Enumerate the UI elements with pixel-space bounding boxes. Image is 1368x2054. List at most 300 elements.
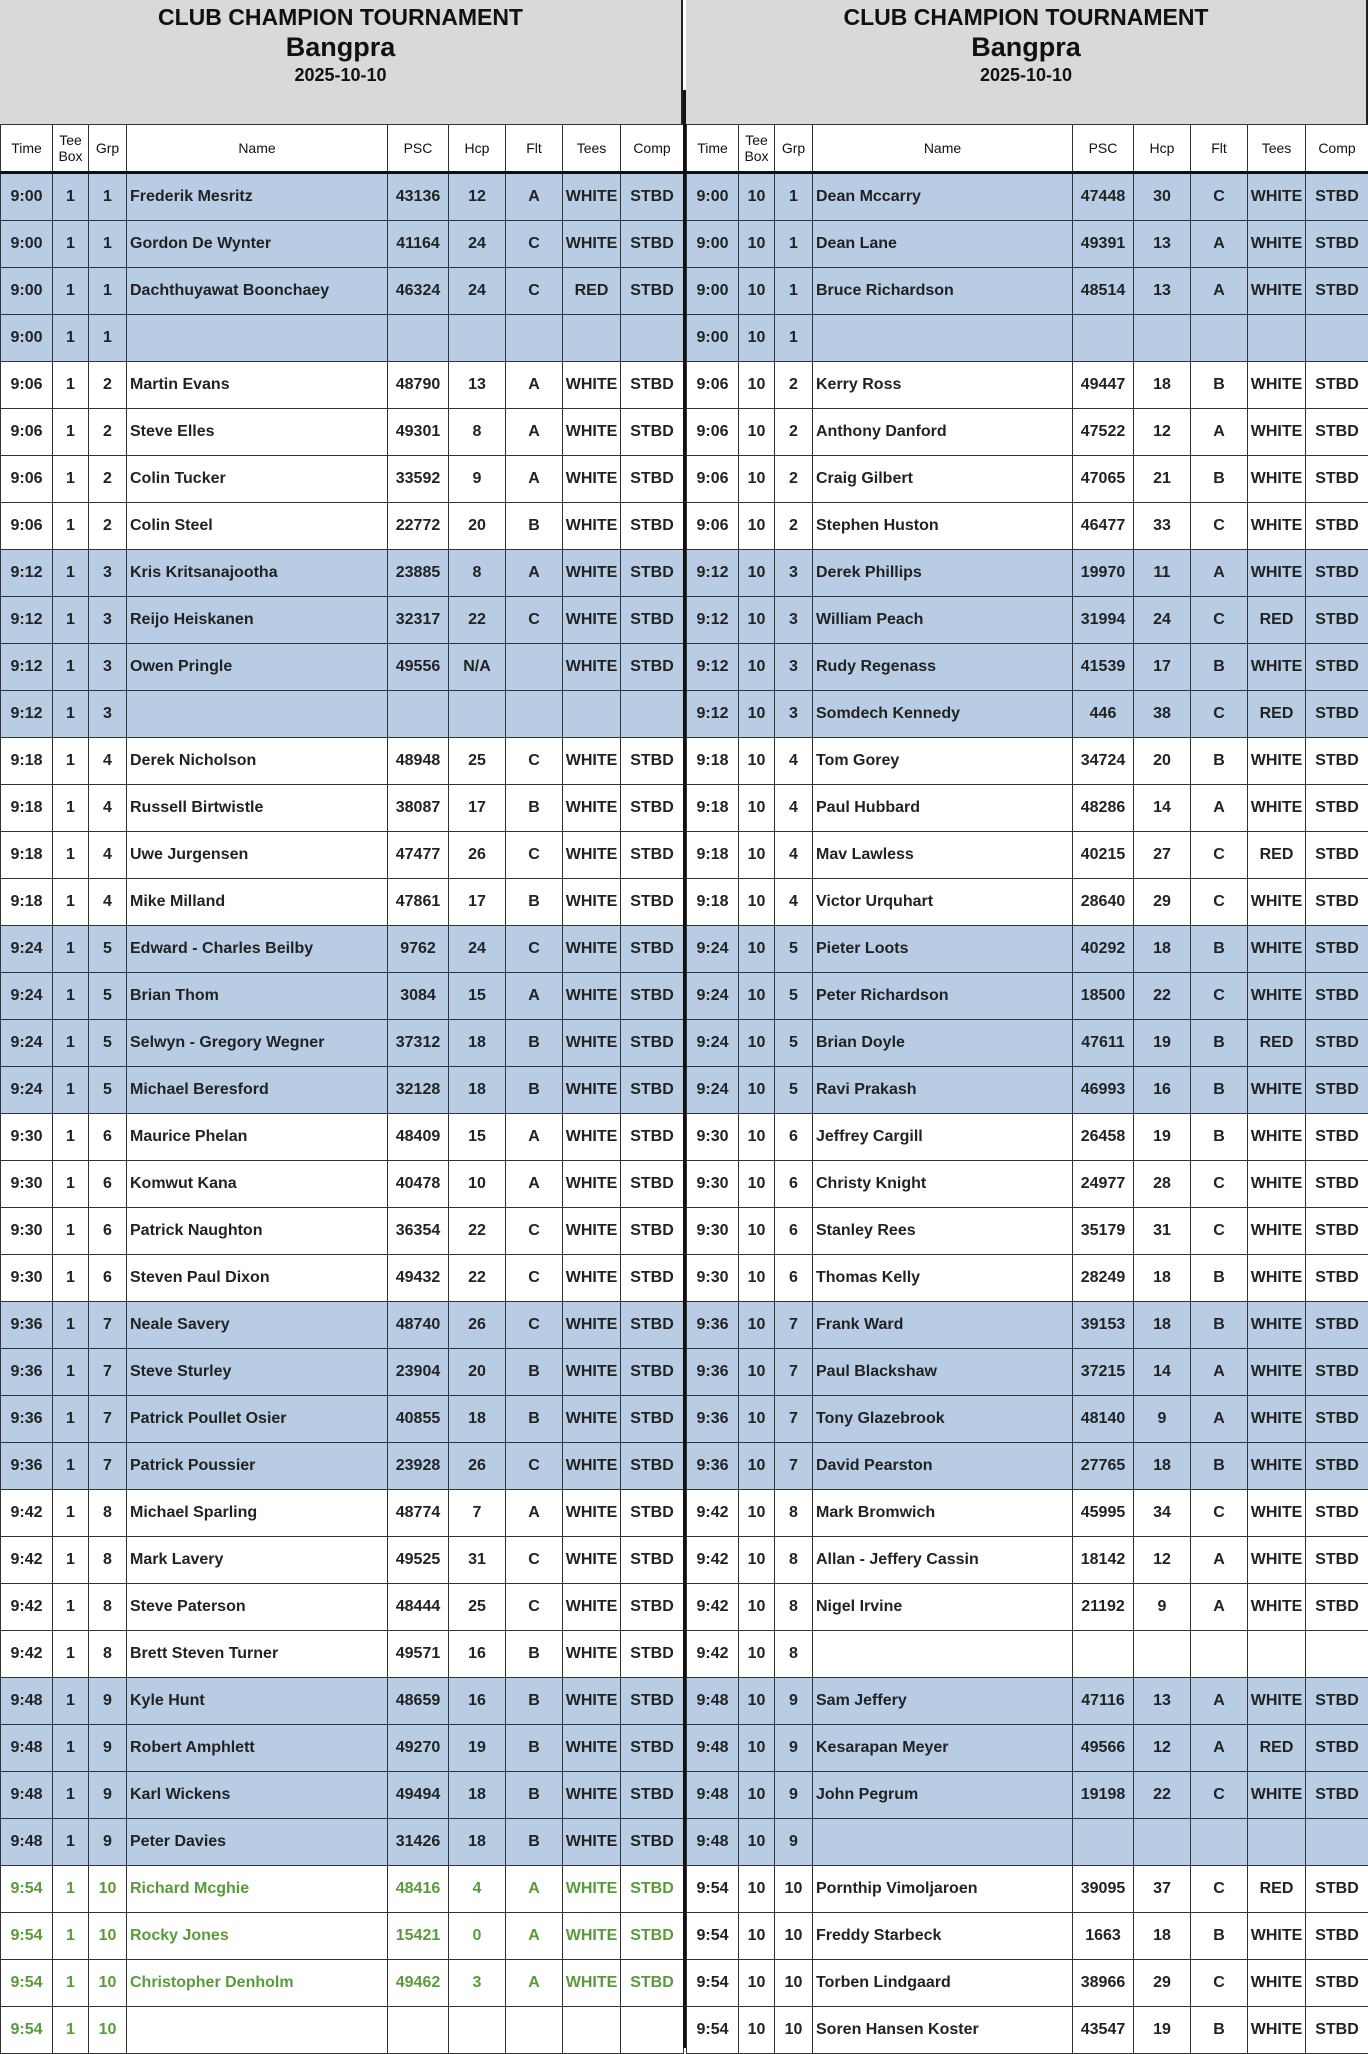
tees-cell: WHITE bbox=[1248, 1067, 1306, 1114]
time-cell: 9:24 bbox=[1, 926, 53, 973]
psc-cell: 48140 bbox=[1073, 1396, 1134, 1443]
tees-cell: WHITE bbox=[563, 1067, 621, 1114]
tees-cell: WHITE bbox=[563, 1819, 621, 1866]
tee-box-cell: 1 bbox=[53, 1349, 89, 1396]
comp-cell: STBD bbox=[1306, 1584, 1368, 1631]
time-cell: 9:36 bbox=[1, 1396, 53, 1443]
tees-cell: RED bbox=[1248, 691, 1306, 738]
flight-cell: C bbox=[1191, 1960, 1248, 2007]
name-cell: Nigel Irvine bbox=[813, 1584, 1073, 1631]
name-cell: Thomas Kelly bbox=[813, 1255, 1073, 1302]
hcp-cell: 34 bbox=[1134, 1490, 1191, 1537]
group-cell: 5 bbox=[775, 973, 813, 1020]
flight-cell: B bbox=[506, 1067, 563, 1114]
psc-cell: 43547 bbox=[1073, 2007, 1134, 2054]
time-cell: 9:54 bbox=[1, 1960, 53, 2007]
time-cell: 9:12 bbox=[1, 644, 53, 691]
table-row bbox=[1, 221, 684, 268]
flight-cell: C bbox=[506, 1255, 563, 1302]
table-row bbox=[687, 456, 1368, 503]
time-cell: 9:36 bbox=[1, 1302, 53, 1349]
name-cell: Richard Mcghie bbox=[127, 1866, 388, 1913]
group-cell: 2 bbox=[775, 362, 813, 409]
tees-cell: WHITE bbox=[1248, 503, 1306, 550]
time-cell: 9:42 bbox=[687, 1584, 739, 1631]
group-cell: 7 bbox=[89, 1396, 127, 1443]
time-cell: 9:18 bbox=[687, 879, 739, 926]
table-row bbox=[687, 2007, 1368, 2054]
name-cell: Jeffrey Cargill bbox=[813, 1114, 1073, 1161]
tees-cell: WHITE bbox=[563, 1913, 621, 1960]
group-cell: 9 bbox=[89, 1725, 127, 1772]
flight-cell: C bbox=[1191, 691, 1248, 738]
hcp-cell: 20 bbox=[449, 1349, 506, 1396]
time-cell: 9:36 bbox=[1, 1349, 53, 1396]
table-row bbox=[687, 832, 1368, 879]
group-cell: 4 bbox=[775, 879, 813, 926]
psc-cell: 32317 bbox=[388, 597, 449, 644]
tees-cell: WHITE bbox=[1248, 1537, 1306, 1584]
time-cell: 9:00 bbox=[1, 315, 53, 362]
group-cell: 3 bbox=[89, 691, 127, 738]
table-row bbox=[1, 503, 684, 550]
tees-cell: WHITE bbox=[1248, 362, 1306, 409]
table-row bbox=[1, 1631, 684, 1678]
flight-cell: B bbox=[1191, 1067, 1248, 1114]
flight-cell: A bbox=[1191, 268, 1248, 315]
tee-box-cell: 10 bbox=[739, 503, 775, 550]
time-cell: 9:12 bbox=[1, 597, 53, 644]
tee-box-cell: 1 bbox=[53, 362, 89, 409]
group-cell: 10 bbox=[775, 1866, 813, 1913]
name-cell: Paul Blackshaw bbox=[813, 1349, 1073, 1396]
group-cell: 3 bbox=[89, 644, 127, 691]
flight-cell: B bbox=[1191, 1302, 1248, 1349]
comp-cell: STBD bbox=[1306, 691, 1368, 738]
comp-cell: STBD bbox=[621, 1960, 684, 2007]
psc-cell: 49556 bbox=[388, 644, 449, 691]
tees-cell: WHITE bbox=[563, 785, 621, 832]
group-cell: 9 bbox=[89, 1678, 127, 1725]
hcp-cell: 17 bbox=[449, 785, 506, 832]
tee-box-cell: 10 bbox=[739, 221, 775, 268]
tees-cell: WHITE bbox=[563, 1114, 621, 1161]
time-cell: 9:48 bbox=[1, 1725, 53, 1772]
hcp-cell: 24 bbox=[449, 268, 506, 315]
hcp-cell bbox=[449, 315, 506, 362]
tee-box-cell: 10 bbox=[739, 597, 775, 644]
comp-cell: STBD bbox=[621, 1349, 684, 1396]
flight-cell: C bbox=[1191, 503, 1248, 550]
tees-cell: WHITE bbox=[1248, 1349, 1306, 1396]
hcp-cell: 27 bbox=[1134, 832, 1191, 879]
group-cell: 6 bbox=[775, 1161, 813, 1208]
table-row bbox=[687, 315, 1368, 362]
time-cell: 9:00 bbox=[687, 268, 739, 315]
tee-box-cell: 1 bbox=[53, 1866, 89, 1913]
tee-box-cell: 1 bbox=[53, 550, 89, 597]
group-cell: 4 bbox=[89, 738, 127, 785]
hcp-cell: 25 bbox=[449, 1584, 506, 1631]
comp-cell: STBD bbox=[621, 221, 684, 268]
hcp-cell: 20 bbox=[1134, 738, 1191, 785]
comp-cell: STBD bbox=[621, 1443, 684, 1490]
flight-cell: C bbox=[506, 832, 563, 879]
flight-cell: A bbox=[1191, 1537, 1248, 1584]
time-cell: 9:48 bbox=[1, 1678, 53, 1725]
comp-cell: STBD bbox=[1306, 1678, 1368, 1725]
hcp-cell: 18 bbox=[1134, 362, 1191, 409]
group-cell: 5 bbox=[89, 1067, 127, 1114]
group-cell: 5 bbox=[775, 926, 813, 973]
psc-cell: 47611 bbox=[1073, 1020, 1134, 1067]
time-cell: 9:54 bbox=[687, 1913, 739, 1960]
group-cell: 4 bbox=[775, 738, 813, 785]
name-cell: Owen Pringle bbox=[127, 644, 388, 691]
tee-box-cell: 10 bbox=[739, 1067, 775, 1114]
comp-cell: STBD bbox=[1306, 456, 1368, 503]
name-cell: Dean Lane bbox=[813, 221, 1073, 268]
tee-box-cell: 1 bbox=[53, 268, 89, 315]
flight-cell: A bbox=[1191, 1396, 1248, 1443]
psc-cell: 31426 bbox=[388, 1819, 449, 1866]
tee-box-cell: 1 bbox=[53, 1537, 89, 1584]
flight-cell: C bbox=[506, 1302, 563, 1349]
tees-cell bbox=[1248, 1631, 1306, 1678]
column-header-psc: PSC bbox=[1073, 125, 1134, 173]
name-cell: Neale Savery bbox=[127, 1302, 388, 1349]
time-cell: 9:36 bbox=[1, 1443, 53, 1490]
flight-cell: B bbox=[1191, 738, 1248, 785]
tee-box-cell: 1 bbox=[53, 1678, 89, 1725]
hcp-cell: 19 bbox=[1134, 2007, 1191, 2054]
tee-box-cell: 10 bbox=[739, 1302, 775, 1349]
group-cell: 7 bbox=[775, 1443, 813, 1490]
comp-cell: STBD bbox=[1306, 1161, 1368, 1208]
table-row bbox=[1, 973, 684, 1020]
tee-box-cell: 1 bbox=[53, 1772, 89, 1819]
flight-cell bbox=[1191, 1631, 1248, 1678]
tees-cell: WHITE bbox=[563, 1208, 621, 1255]
name-cell: Peter Richardson bbox=[813, 973, 1073, 1020]
comp-cell: STBD bbox=[621, 1819, 684, 1866]
comp-cell: STBD bbox=[1306, 268, 1368, 315]
tees-cell: WHITE bbox=[1248, 1772, 1306, 1819]
group-cell: 7 bbox=[89, 1443, 127, 1490]
tees-cell: WHITE bbox=[1248, 409, 1306, 456]
psc-cell: 446 bbox=[1073, 691, 1134, 738]
name-cell: Steve Sturley bbox=[127, 1349, 388, 1396]
flight-cell: A bbox=[506, 1490, 563, 1537]
hcp-cell bbox=[1134, 1631, 1191, 1678]
hcp-cell: 14 bbox=[1134, 785, 1191, 832]
table-row bbox=[1, 691, 684, 738]
name-cell: Colin Tucker bbox=[127, 456, 388, 503]
group-cell: 9 bbox=[775, 1819, 813, 1866]
table-row bbox=[687, 1396, 1368, 1443]
comp-cell: STBD bbox=[621, 1772, 684, 1819]
hcp-cell: 19 bbox=[1134, 1020, 1191, 1067]
flight-cell: A bbox=[1191, 409, 1248, 456]
hcp-cell: 18 bbox=[1134, 926, 1191, 973]
time-cell: 9:00 bbox=[1, 173, 53, 221]
hcp-cell: 12 bbox=[449, 173, 506, 221]
table-row bbox=[1, 1161, 684, 1208]
name-cell: Derek Nicholson bbox=[127, 738, 388, 785]
hcp-cell: 18 bbox=[1134, 1913, 1191, 1960]
psc-cell: 49432 bbox=[388, 1255, 449, 1302]
psc-cell: 46477 bbox=[1073, 503, 1134, 550]
tees-cell: WHITE bbox=[563, 1584, 621, 1631]
psc-cell: 48790 bbox=[388, 362, 449, 409]
psc-cell: 38087 bbox=[388, 785, 449, 832]
tees-cell: WHITE bbox=[1248, 268, 1306, 315]
name-cell: Robert Amphlett bbox=[127, 1725, 388, 1772]
name-cell: Tony Glazebrook bbox=[813, 1396, 1073, 1443]
tournament-date: 2025-10-10 bbox=[686, 63, 1366, 87]
name-cell: Rudy Regenass bbox=[813, 644, 1073, 691]
tee-box-cell: 10 bbox=[739, 691, 775, 738]
table-row bbox=[1, 1584, 684, 1631]
tee-box-cell: 10 bbox=[739, 1161, 775, 1208]
time-cell: 9:12 bbox=[687, 691, 739, 738]
psc-cell: 1663 bbox=[1073, 1913, 1134, 1960]
tees-cell: WHITE bbox=[1248, 1302, 1306, 1349]
hcp-cell: 8 bbox=[449, 550, 506, 597]
flight-cell: A bbox=[506, 1161, 563, 1208]
tee-box-cell: 1 bbox=[53, 456, 89, 503]
comp-cell: STBD bbox=[621, 550, 684, 597]
psc-cell: 28249 bbox=[1073, 1255, 1134, 1302]
name-cell: William Peach bbox=[813, 597, 1073, 644]
hcp-cell: 31 bbox=[1134, 1208, 1191, 1255]
psc-cell: 47522 bbox=[1073, 409, 1134, 456]
table-row bbox=[1, 1302, 684, 1349]
tee-box-cell: 1 bbox=[53, 738, 89, 785]
table-row bbox=[687, 973, 1368, 1020]
psc-cell: 34724 bbox=[1073, 738, 1134, 785]
time-cell: 9:30 bbox=[1, 1208, 53, 1255]
flight-cell: A bbox=[506, 409, 563, 456]
psc-cell: 26458 bbox=[1073, 1114, 1134, 1161]
tee-box-cell: 1 bbox=[53, 1020, 89, 1067]
tee-box-cell: 1 bbox=[53, 1302, 89, 1349]
group-cell: 1 bbox=[89, 268, 127, 315]
hcp-cell: 13 bbox=[1134, 221, 1191, 268]
time-cell: 9:30 bbox=[1, 1114, 53, 1161]
name-cell: Kris Kritsanajootha bbox=[127, 550, 388, 597]
table-row bbox=[1, 1349, 684, 1396]
psc-cell bbox=[1073, 315, 1134, 362]
column-header-tees: Tees bbox=[1248, 125, 1306, 173]
hcp-cell: 18 bbox=[1134, 1255, 1191, 1302]
comp-cell: STBD bbox=[1306, 409, 1368, 456]
psc-cell: 47448 bbox=[1073, 173, 1134, 221]
comp-cell: STBD bbox=[621, 597, 684, 644]
tees-cell: WHITE bbox=[1248, 785, 1306, 832]
hcp-cell: 9 bbox=[449, 456, 506, 503]
psc-cell: 46993 bbox=[1073, 1067, 1134, 1114]
tee-box-cell: 10 bbox=[739, 1772, 775, 1819]
group-cell: 7 bbox=[775, 1302, 813, 1349]
hcp-cell: 11 bbox=[1134, 550, 1191, 597]
hcp-cell: 3 bbox=[449, 1960, 506, 2007]
tees-cell bbox=[563, 691, 621, 738]
flight-cell: C bbox=[506, 221, 563, 268]
tee-box-cell: 1 bbox=[53, 1114, 89, 1161]
hcp-cell: 30 bbox=[1134, 173, 1191, 221]
group-cell: 6 bbox=[775, 1255, 813, 1302]
group-cell: 7 bbox=[89, 1349, 127, 1396]
comp-cell: STBD bbox=[1306, 362, 1368, 409]
psc-cell: 49447 bbox=[1073, 362, 1134, 409]
time-cell: 9:24 bbox=[687, 926, 739, 973]
psc-cell: 46324 bbox=[388, 268, 449, 315]
flight-cell: B bbox=[1191, 1255, 1248, 1302]
group-cell: 4 bbox=[89, 879, 127, 926]
name-cell: Mark Bromwich bbox=[813, 1490, 1073, 1537]
column-header-comp: Comp bbox=[621, 125, 684, 173]
psc-cell: 19198 bbox=[1073, 1772, 1134, 1819]
hcp-cell: 18 bbox=[1134, 1302, 1191, 1349]
flight-cell bbox=[506, 644, 563, 691]
time-cell: 9:06 bbox=[687, 456, 739, 503]
flight-cell: C bbox=[1191, 597, 1248, 644]
tee-box-cell: 1 bbox=[53, 832, 89, 879]
tee-box-cell: 10 bbox=[739, 1913, 775, 1960]
hcp-cell: 26 bbox=[449, 832, 506, 879]
tee-box-cell: 10 bbox=[739, 409, 775, 456]
comp-cell: STBD bbox=[621, 1584, 684, 1631]
tees-cell: WHITE bbox=[1248, 1396, 1306, 1443]
tee-box-cell: 1 bbox=[53, 1584, 89, 1631]
psc-cell: 49571 bbox=[388, 1631, 449, 1678]
psc-cell: 39153 bbox=[1073, 1302, 1134, 1349]
name-cell: Frederik Mesritz bbox=[127, 173, 388, 221]
table-row bbox=[687, 1302, 1368, 1349]
table-row bbox=[687, 268, 1368, 315]
group-cell: 1 bbox=[89, 315, 127, 362]
comp-cell: STBD bbox=[1306, 1537, 1368, 1584]
name-cell: Dean Mccarry bbox=[813, 173, 1073, 221]
hcp-cell: 10 bbox=[449, 1161, 506, 1208]
table-row bbox=[687, 409, 1368, 456]
psc-cell: 18500 bbox=[1073, 973, 1134, 1020]
comp-cell: STBD bbox=[621, 456, 684, 503]
time-cell: 9:12 bbox=[687, 644, 739, 691]
table-row bbox=[687, 1255, 1368, 1302]
psc-cell: 18142 bbox=[1073, 1537, 1134, 1584]
psc-cell: 40215 bbox=[1073, 832, 1134, 879]
column-header-tee-box: Tee Box bbox=[739, 125, 775, 173]
psc-cell: 48416 bbox=[388, 1866, 449, 1913]
name-cell: Uwe Jurgensen bbox=[127, 832, 388, 879]
hcp-cell: 31 bbox=[449, 1537, 506, 1584]
table-row bbox=[1, 315, 684, 362]
comp-cell bbox=[621, 315, 684, 362]
time-cell: 9:48 bbox=[687, 1819, 739, 1866]
group-cell: 10 bbox=[89, 1960, 127, 2007]
hcp-cell: 38 bbox=[1134, 691, 1191, 738]
table-row bbox=[1, 1020, 684, 1067]
name-cell: Torben Lindgaard bbox=[813, 1960, 1073, 2007]
group-cell: 8 bbox=[775, 1584, 813, 1631]
column-header-name: Name bbox=[127, 125, 388, 173]
hcp-cell bbox=[1134, 315, 1191, 362]
tees-cell: WHITE bbox=[1248, 221, 1306, 268]
comp-cell: STBD bbox=[621, 1020, 684, 1067]
group-cell: 6 bbox=[89, 1114, 127, 1161]
comp-cell: STBD bbox=[1306, 1349, 1368, 1396]
comp-cell: STBD bbox=[1306, 644, 1368, 691]
name-cell: Brian Doyle bbox=[813, 1020, 1073, 1067]
tee-sheet-table-right bbox=[686, 124, 1368, 2054]
flight-cell: A bbox=[506, 1866, 563, 1913]
hcp-cell: 22 bbox=[449, 1255, 506, 1302]
time-cell: 9:42 bbox=[1, 1631, 53, 1678]
time-cell: 9:12 bbox=[687, 550, 739, 597]
tees-cell: WHITE bbox=[1248, 1490, 1306, 1537]
flight-cell: A bbox=[1191, 1725, 1248, 1772]
flight-cell: B bbox=[506, 1772, 563, 1819]
time-cell: 9:54 bbox=[1, 1866, 53, 1913]
tee-box-cell: 10 bbox=[739, 926, 775, 973]
hcp-cell: 33 bbox=[1134, 503, 1191, 550]
flight-cell: B bbox=[506, 1678, 563, 1725]
time-cell: 9:30 bbox=[687, 1161, 739, 1208]
comp-cell: STBD bbox=[1306, 173, 1368, 221]
tees-cell bbox=[1248, 1819, 1306, 1866]
table-row bbox=[1, 785, 684, 832]
name-cell: Patrick Poussier bbox=[127, 1443, 388, 1490]
hcp-cell: 29 bbox=[1134, 1960, 1191, 2007]
hcp-cell: 17 bbox=[449, 879, 506, 926]
tees-cell: WHITE bbox=[1248, 738, 1306, 785]
tee-box-cell: 10 bbox=[739, 832, 775, 879]
tee-box-cell: 1 bbox=[53, 2007, 89, 2054]
flight-cell: C bbox=[1191, 832, 1248, 879]
table-row bbox=[687, 644, 1368, 691]
flight-cell: B bbox=[1191, 1114, 1248, 1161]
flight-cell: C bbox=[1191, 973, 1248, 1020]
flight-cell: B bbox=[506, 503, 563, 550]
group-cell: 8 bbox=[89, 1537, 127, 1584]
time-cell: 9:36 bbox=[687, 1349, 739, 1396]
table-row bbox=[1, 1537, 684, 1584]
tees-cell: WHITE bbox=[563, 597, 621, 644]
group-cell: 7 bbox=[775, 1396, 813, 1443]
comp-cell: STBD bbox=[1306, 1396, 1368, 1443]
column-header-flight: Flt bbox=[506, 125, 563, 173]
comp-cell: STBD bbox=[621, 879, 684, 926]
time-cell: 9:36 bbox=[687, 1443, 739, 1490]
tee-box-cell: 1 bbox=[53, 1960, 89, 2007]
tournament-title: CLUB CHAMPION TOURNAMENT bbox=[0, 4, 681, 31]
tees-cell: WHITE bbox=[563, 456, 621, 503]
tees-cell: RED bbox=[1248, 597, 1306, 644]
flight-cell: C bbox=[1191, 879, 1248, 926]
tee-box-cell: 10 bbox=[739, 1255, 775, 1302]
time-cell: 9:48 bbox=[687, 1678, 739, 1725]
comp-cell: STBD bbox=[1306, 597, 1368, 644]
psc-cell: 41539 bbox=[1073, 644, 1134, 691]
time-cell: 9:42 bbox=[687, 1537, 739, 1584]
flight-cell: A bbox=[506, 362, 563, 409]
right-sheet-header bbox=[686, 0, 1368, 124]
comp-cell: STBD bbox=[1306, 973, 1368, 1020]
flight-cell bbox=[1191, 315, 1248, 362]
comp-cell: STBD bbox=[621, 1396, 684, 1443]
